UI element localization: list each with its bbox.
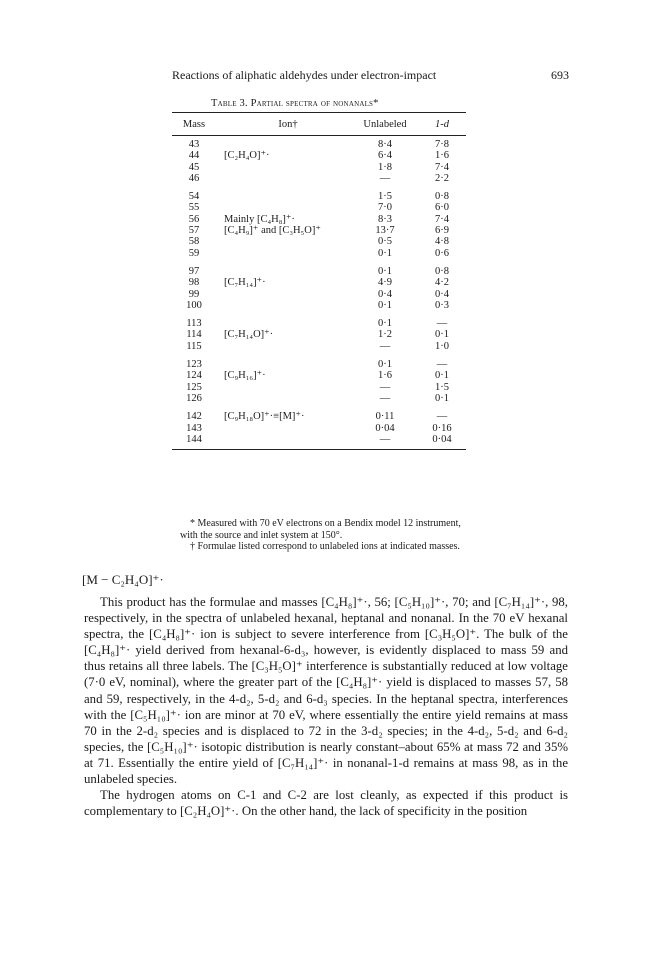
cell-unlabeled: 0·1 — [378, 265, 392, 277]
cell-1d: 0·6 — [435, 247, 449, 259]
footnote-measured: * Measured with 70 eV electrons on a Bendix model 12 instrument, with the source and inlet system at 150°. — [180, 518, 461, 541]
cell-1d: 0·3 — [435, 299, 449, 311]
table-row — [172, 311, 466, 329]
cell-mass: 45 — [188, 161, 200, 173]
table-row — [172, 202, 466, 213]
table-footnotes — [180, 518, 466, 553]
cell-1d: 2·2 — [435, 172, 449, 184]
paragraph: This product has the formulae and masses [C₄H₈]⁺·, 56; [C₅H₁₀]⁺·, 70; and [C₇H₁₄]⁺·, 98, respectively, in the spectra of unlabeled hexanal, heptanal and nonanal. In the 70 eV hexanal spectra, the [C₄H₈]⁺· ion is subject to severe interference from [C₃H₅O]⁺. The bulk of the [C₄H₈]⁺· yield derived from hexanal-6-d₃, however, is evidently displaced to mass 59 and thus retains all three labels. The [C₃H₅O]⁺ interference is substantially reduced at low voltage (7·0 eV, nominal), where the greater part of the [C₄H₈]⁺· yield is displaced to masses 57, 58 and 59, respectively, in the 4-d₂, 5-d₂ and 6-d₃ species. In the heptanal spectra, interferences with the [C₅H₁₀]⁺· ion are minor at 70 eV, where essentially the entire yield remains at mass 70 in the 2-d₂ species and is displaced to 72 in the 3-d₂ species; in the 4-d₂, 5-d₂ and 6-d₂ species, the [C₅H₁₀]⁺· isotopic distribution is nearly constant–about 65% at mass 72 and 35% at 71. Essentially the entire yield of [C₇H₁₄]⁺· in nonanal-1-d remains at mass 98, as in the unlabeled species. — [84, 595, 568, 787]
cell-mass: 115 — [186, 340, 202, 352]
cell-ion — [216, 352, 352, 370]
cell-ion — [216, 248, 352, 259]
table-row — [172, 370, 466, 381]
table-row — [172, 214, 466, 225]
body-text — [84, 594, 568, 819]
cell-mass: 100 — [186, 299, 202, 311]
table-row — [172, 225, 466, 236]
running-head — [0, 68, 648, 84]
cell-1d: — — [436, 359, 448, 371]
cell-mass: 123 — [186, 359, 202, 371]
cell-mass: 144 — [172, 434, 216, 450]
cell-ion: [C₄H₉]⁺ and [C₃H₅O]⁺ — [224, 225, 321, 237]
cell-ion: [C₂H₄O]⁺· — [224, 150, 270, 162]
cell-mass: 59 — [188, 247, 200, 259]
cell-mass: 57 — [188, 225, 200, 237]
cell-mass: 113 — [186, 318, 202, 330]
cell-unlabeled: — — [379, 172, 391, 184]
table-row — [172, 162, 466, 173]
cell-ion: [C₇H₁₄]⁺· — [224, 277, 266, 289]
cell-unlabeled: 8·3 — [378, 213, 392, 225]
cell-ion — [216, 289, 352, 300]
cell-1d: 7·8 — [435, 139, 449, 150]
table-row — [172, 393, 466, 404]
cell-ion — [216, 259, 352, 277]
table-header-row — [172, 113, 466, 136]
cell-unlabeled: 6·4 — [378, 150, 392, 162]
cell-ion — [216, 311, 352, 329]
table-row — [172, 352, 466, 370]
cell-mass: 97 — [188, 265, 200, 277]
header-unlabeled: Unlabeled — [352, 113, 418, 136]
cell-1d: 0·1 — [435, 370, 449, 382]
cell-ion — [216, 236, 352, 247]
cell-ion — [216, 202, 352, 213]
cell-1d: 1·6 — [435, 150, 449, 162]
header-mass: Mass — [172, 113, 216, 136]
cell-ion: Mainly [C₄H₈]⁺· — [224, 213, 295, 225]
cell-ion — [216, 434, 352, 450]
cell-mass: 58 — [188, 236, 200, 248]
cell-1d: 6·0 — [435, 202, 449, 214]
cell-1d: 6·9 — [435, 225, 449, 237]
cell-ion — [216, 341, 352, 352]
table-row — [172, 136, 466, 151]
cell-ion — [216, 382, 352, 393]
section-lead: [M − C₂H₄O]⁺· — [82, 572, 164, 587]
cell-ion: [C₇H₁₄O]⁺· — [224, 329, 274, 341]
cell-mass: 56 — [188, 213, 200, 225]
table-row — [172, 423, 466, 434]
cell-unlabeled: 1·2 — [378, 329, 392, 341]
cell-unlabeled: 0·1 — [378, 359, 392, 371]
cell-unlabeled: 0·11 — [375, 411, 395, 423]
table-caption: Table 3. Partial spectra of nonanals* — [211, 98, 379, 109]
cell-unlabeled: 0·04 — [375, 422, 395, 434]
cell-mass: 125 — [186, 381, 202, 393]
table-row — [172, 329, 466, 340]
cell-unlabeled: 0·1 — [378, 299, 392, 311]
table-row — [172, 236, 466, 247]
cell-mass: 143 — [186, 422, 202, 434]
table-row — [172, 259, 466, 277]
cell-unlabeled: 0·4 — [378, 288, 392, 300]
cell-unlabeled: 1·6 — [378, 370, 392, 382]
cell-unlabeled: — — [379, 392, 391, 404]
cell-unlabeled: 0·1 — [378, 247, 392, 259]
cell-mass: 46 — [188, 172, 200, 184]
cell-1d: 7·4 — [435, 213, 449, 225]
cell-1d: 7·4 — [435, 161, 449, 173]
cell-1d: 0·04 — [418, 434, 466, 450]
cell-1d: 0·8 — [435, 191, 449, 203]
cell-mass: 99 — [188, 288, 200, 300]
table-row — [172, 404, 466, 422]
cell-1d: 4·8 — [435, 236, 449, 248]
cell-mass: 126 — [186, 392, 202, 404]
table-row — [172, 382, 466, 393]
table-row — [172, 277, 466, 288]
cell-ion — [216, 393, 352, 404]
cell-1d: 0·4 — [435, 288, 449, 300]
cell-ion — [216, 173, 352, 184]
table-row — [172, 184, 466, 202]
spectra-table — [172, 112, 466, 450]
table-row — [172, 434, 466, 450]
table-body — [172, 136, 466, 450]
table-row — [172, 289, 466, 300]
cell-unlabeled: — — [352, 434, 418, 450]
cell-mass: 44 — [188, 150, 200, 162]
cell-unlabeled: 13·7 — [375, 225, 395, 237]
table-row — [172, 173, 466, 184]
cell-ion — [216, 136, 352, 151]
footnote-formulae: † Formulae listed correspond to unlabeled ions at indicated masses. — [190, 541, 460, 552]
table-row — [172, 300, 466, 311]
cell-ion — [216, 162, 352, 173]
cell-unlabeled: 7·0 — [378, 202, 392, 214]
cell-1d: 4·2 — [435, 277, 449, 289]
cell-1d: — — [436, 318, 448, 330]
cell-unlabeled: 1·5 — [378, 191, 392, 203]
header-ion: Ion† — [216, 113, 352, 136]
cell-1d: 1·5 — [435, 381, 449, 393]
cell-1d: 0·1 — [435, 329, 449, 341]
table-row — [172, 150, 466, 161]
page-number: 693 — [551, 68, 569, 82]
cell-unlabeled: — — [379, 340, 391, 352]
cell-mass: 142 — [186, 411, 202, 423]
cell-unlabeled: 8·4 — [378, 139, 392, 150]
cell-1d: 0·8 — [435, 265, 449, 277]
cell-mass: 98 — [188, 277, 200, 289]
cell-ion — [216, 184, 352, 202]
cell-unlabeled: 4·9 — [378, 277, 392, 289]
header-1d: 1-d — [418, 113, 466, 136]
running-title: Reactions of aliphatic aldehydes under electron-impact — [172, 68, 437, 82]
cell-mass: 124 — [186, 370, 202, 382]
cell-mass: 43 — [188, 139, 200, 150]
table-row — [172, 341, 466, 352]
cell-1d: 1·0 — [435, 340, 449, 352]
table-row — [172, 248, 466, 259]
paragraph: The hydrogen atoms on C-1 and C-2 are lost cleanly, as expected if this product is complementary to [C₂H₄O]⁺·. On the other hand, the lack of specificity in the position — [84, 788, 568, 819]
cell-ion — [216, 423, 352, 434]
cell-1d: 0·16 — [432, 422, 452, 434]
cell-ion: [C₉H₁₆]⁺· — [224, 370, 266, 382]
cell-mass: 55 — [188, 202, 200, 214]
cell-1d: 0·1 — [435, 392, 449, 404]
cell-unlabeled: 0·5 — [378, 236, 392, 248]
cell-1d: — — [436, 411, 448, 423]
cell-unlabeled: — — [379, 381, 391, 393]
cell-mass: 54 — [188, 191, 200, 203]
cell-ion — [216, 300, 352, 311]
cell-mass: 114 — [186, 329, 202, 341]
cell-ion: [C₉H₁₈O]⁺·≡[M]⁺· — [224, 411, 305, 423]
cell-unlabeled: 0·1 — [378, 318, 392, 330]
cell-unlabeled: 1·8 — [378, 161, 392, 173]
